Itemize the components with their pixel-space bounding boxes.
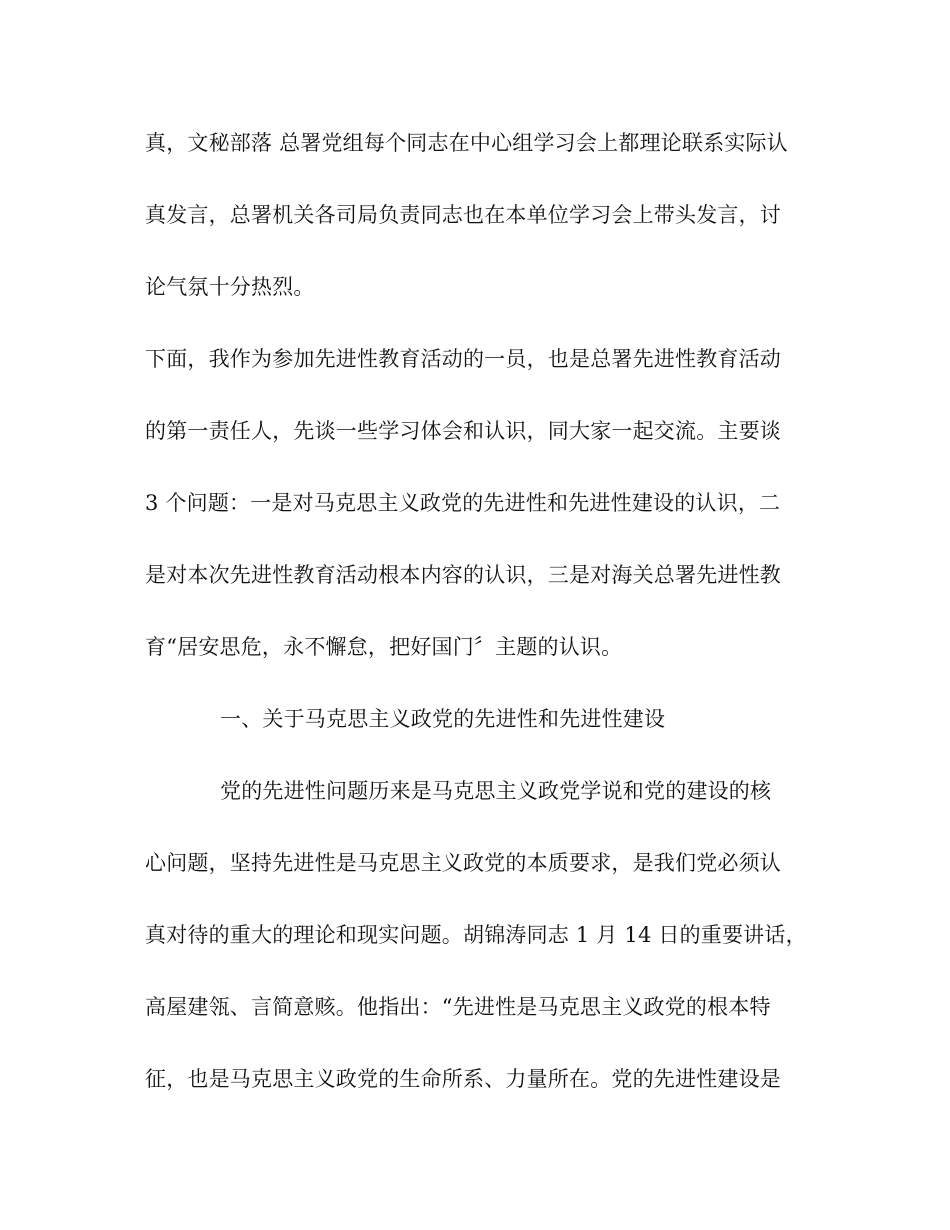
- text-line: 的第一责任人，先谈一些学习体会和认识，同大家一起交流。主要谈: [145, 419, 781, 443]
- text-line: 育“居安思危，永不懈怠，把好国门〞主题的认识。: [145, 635, 623, 659]
- text-line: 高屋建瓴、言简意赅。他指出：“先进性是马克思主义政党的根本特: [145, 995, 771, 1019]
- text-line: 3 个问题：一是对马克思主义政党的先进性和先进性建设的认识，二: [145, 491, 781, 515]
- text-line: 真对待的重大的理论和现实问题。胡锦涛同志 1 月 14 日的重要讲话，: [145, 923, 807, 947]
- text-line: 论气氛十分热烈。: [145, 275, 315, 299]
- text-line: 党的先进性问题历来是马克思主义政党学说和党的建设的核: [220, 779, 772, 803]
- text-line: 是对本次先进性教育活动根本内容的认识，三是对海关总署先进性教: [145, 563, 781, 587]
- text-line: 下面，我作为参加先进性教育活动的一员，也是总署先进性教育活动: [145, 347, 781, 371]
- text-line: 心问题，坚持先进性是马克思主义政党的本质要求，是我们党必须认: [145, 851, 781, 875]
- text-line: 真发言，总署机关各司局负责同志也在本单位学习会上带头发言，讨: [145, 203, 781, 227]
- text-line: 征，也是马克思主义政党的生命所系、力量所在。党的先进性建设是: [145, 1067, 781, 1091]
- text-line: 真，文秘部落 总署党组每个同志在中心组学习会上都理论联系实际认: [145, 131, 788, 155]
- section-heading: 一、关于马克思主义政党的先进性和先进性建设: [220, 707, 666, 731]
